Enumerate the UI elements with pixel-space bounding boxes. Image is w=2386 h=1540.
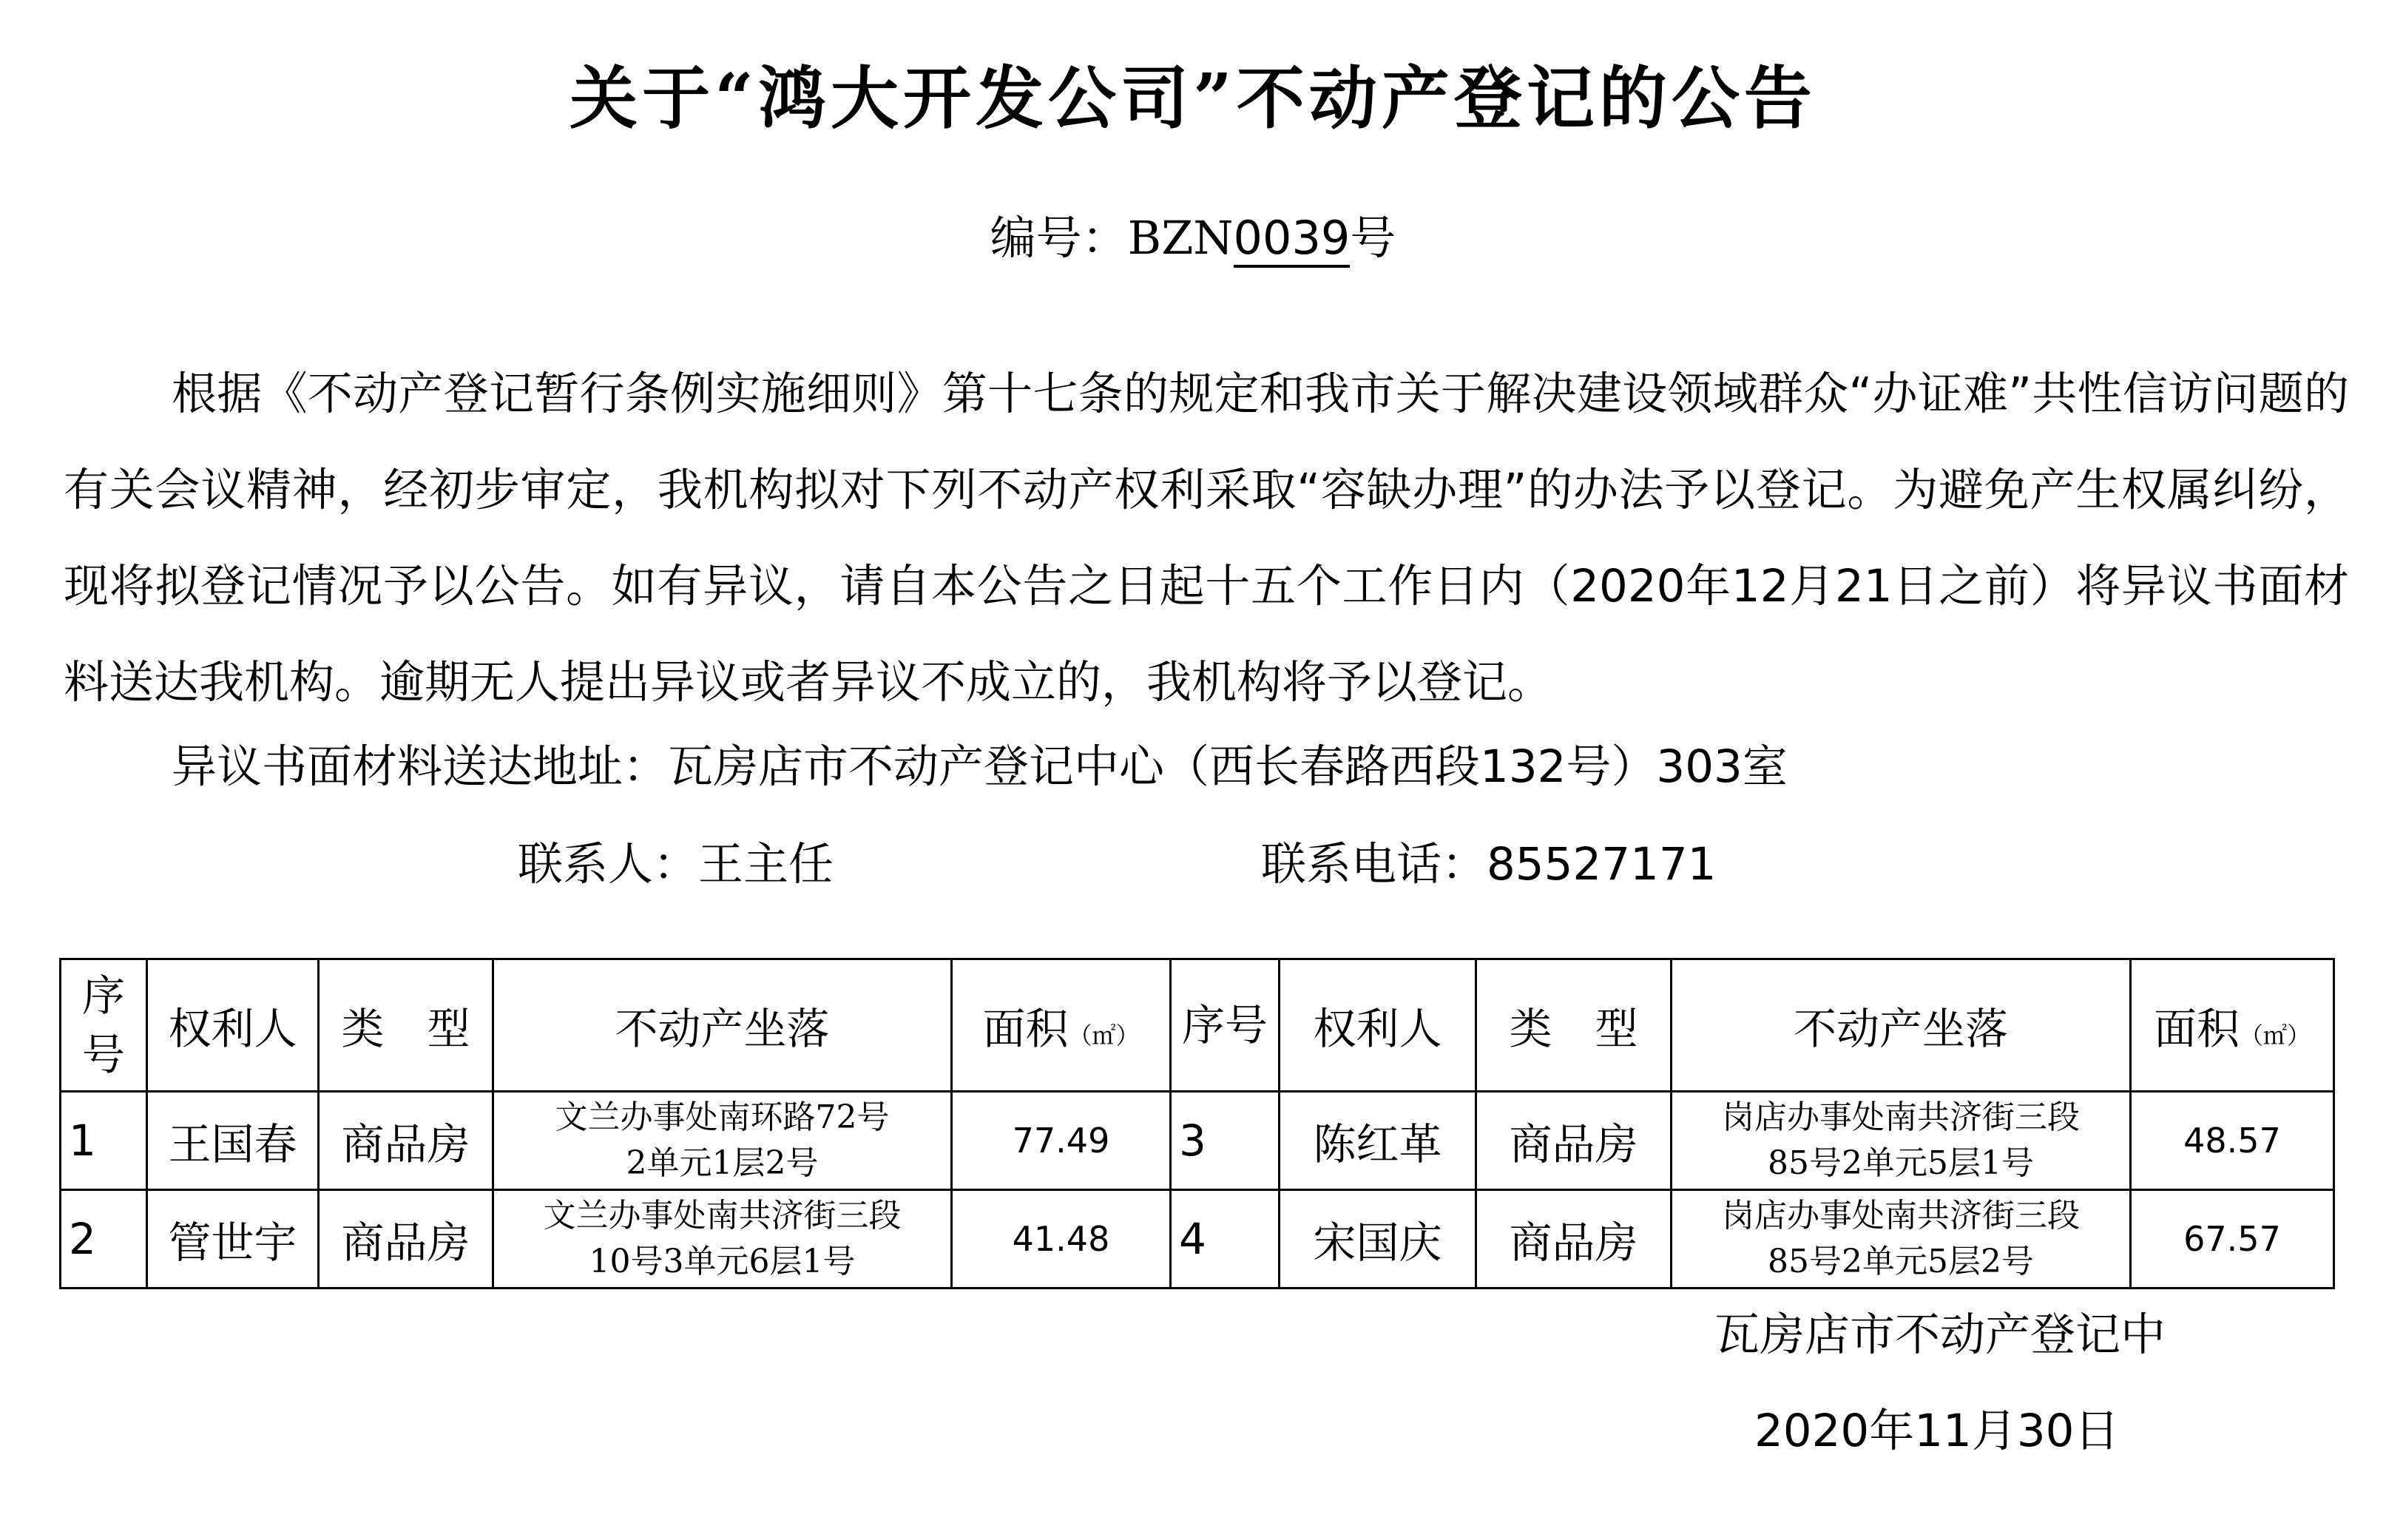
cell-owner: 管世宇 [147,1190,319,1289]
cell-type: 商品房 [319,1092,493,1190]
header-location: 不动产坐落 [493,959,952,1092]
header-area-unit: （㎡） [1068,1021,1140,1050]
cell-location-line: 文兰办事处南环路72号 [555,1098,890,1136]
header-area-label: 面积 [2153,1004,2240,1054]
cell-type: 商品房 [319,1190,493,1289]
cell-location [493,1190,952,1289]
objection-address: 异议书面材料送达地址：瓦房店市不动产登记中心（西长春路西段132号）303室 [172,740,1788,793]
header-area-label: 面积 [982,1004,1069,1054]
header-area [2131,959,2334,1092]
cell-location [1672,1092,2131,1190]
header-owner: 权利人 [1280,959,1476,1092]
header-seq: 序号 [1171,959,1280,1092]
notice-body [64,346,2349,731]
cell-area: 77.49 [952,1092,1171,1190]
header-type: 类 型 [1476,959,1672,1092]
header-seq: 序号 [61,959,147,1092]
cell-location-line: 岗店办事处南共济街三段 [1722,1098,2080,1136]
header-area [952,959,1171,1092]
cell-location [493,1092,952,1190]
document-number-suffix: 号 [1350,211,1396,265]
document-number [0,201,2386,267]
cell-seq: 1 [61,1092,147,1190]
cell-owner: 陈红革 [1280,1092,1476,1190]
header-location: 不动产坐落 [1672,959,2131,1092]
document-number-code: 0039 [1234,211,1351,268]
cell-location [1672,1190,2131,1289]
cell-area: 41.48 [952,1190,1171,1289]
header-owner: 权利人 [147,959,319,1092]
cell-type: 商品房 [1476,1190,1672,1289]
document-number-prefix: 编号：BZN [990,211,1234,265]
cell-location-line: 岗店办事处南共济街三段 [1722,1197,2080,1235]
page-title: 关于“鸿大开发公司”不动产登记的公告 [570,58,1816,138]
cell-location-line: 10号3单元6层1号 [589,1243,856,1280]
issue-date: 2020年11月30日 [1754,1405,2120,1457]
cell-seq: 2 [61,1190,147,1289]
contact-person: 联系人：王主任 [518,838,834,891]
cell-location-line: 85号2单元5层2号 [1768,1243,2034,1280]
cell-area: 67.57 [2131,1190,2334,1289]
cell-seq: 4 [1171,1190,1280,1289]
cell-type: 商品房 [1476,1092,1672,1190]
table-row [61,1092,2334,1190]
header-area-unit: （㎡） [2240,1021,2311,1050]
notice-paragraph: 根据《不动产登记暂行条例实施细则》第十七条的规定和我市关于解决建设领域群众“办证难”共性信访问题的有关会议精神，经初步审定，我机构拟对下列不动产权利采取“容缺办理”的办法予以登记。为避免产生权属纠纷，现将拟登记情况予以公告。如有异议，请自本公告之日起十五个工作日内（2020年12月21日之前）将异议书面材料送达我机构。逾期无人提出异议或者异议不成立的，我机构将予以登记。 [64,368,2349,709]
issuing-organization: 瓦房店市不动产登记中 [1714,1308,2166,1361]
cell-owner: 王国春 [147,1092,319,1190]
cell-seq: 3 [1171,1092,1280,1190]
table-row [61,1190,2334,1289]
property-table [59,958,2335,1289]
cell-owner: 宋国庆 [1280,1190,1476,1289]
table-header-row [61,959,2334,1092]
cell-location-line: 文兰办事处南共济街三段 [543,1197,902,1235]
cell-area: 48.57 [2131,1092,2334,1190]
cell-location-line: 85号2单元5层1号 [1768,1144,2034,1182]
contact-phone: 联系电话：85527171 [1261,838,1717,891]
cell-location-line: 2单元1层2号 [626,1144,819,1182]
header-type: 类 型 [319,959,493,1092]
